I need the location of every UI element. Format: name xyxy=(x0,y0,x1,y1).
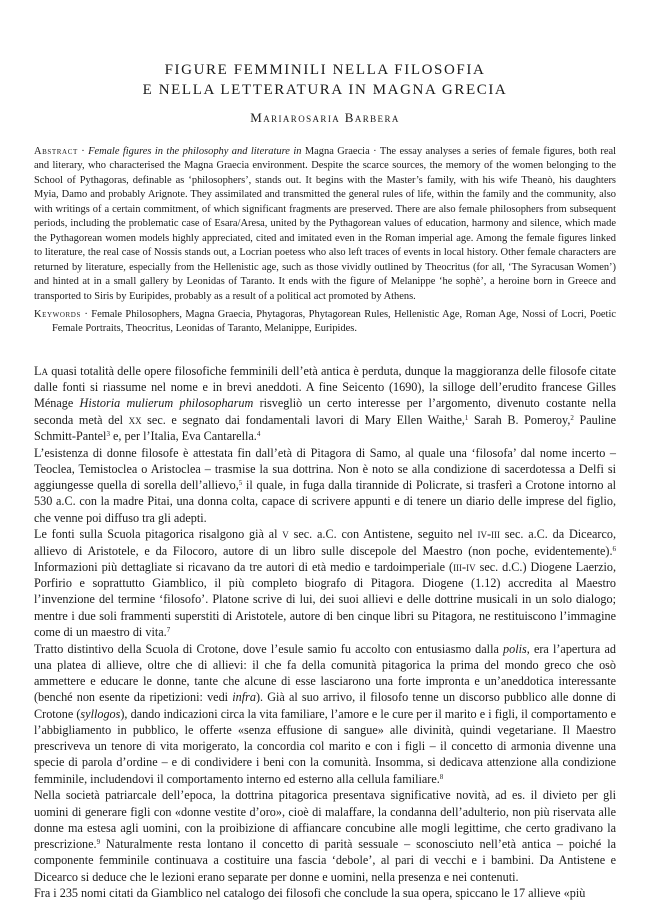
roman-numeral: v xyxy=(282,527,289,542)
article-title xyxy=(34,60,616,100)
text-run: risvegliò un certo interesse per l’argomento, divenuto costante nella seconda metà del xyxy=(34,396,616,427)
footnote-ref[interactable]: 7 xyxy=(166,625,171,634)
text-run: quasi totalità delle opere filosofiche femminili dell’età antica è perduta, dunque la maggioranza delle filosofe citate dalle fonti si riassume nel nome e in brevi aneddoti. A fine Seicento (1690), la silloge dell’erudito francese Gilles Ménage xyxy=(34,363,616,411)
keywords-text: · Female Philosophers, Magna Graecia, Phytagoras, Phytagorean Rules, Hellenistic Age, Roman Age, Nossi of Locri, Poetic Female Portraits, Theocritus, Leonidas of Taranto, Melanippe, Euripides. xyxy=(52,308,616,335)
title-line-1: FIGURE FEMMINILI NELLA FILOSOFIA xyxy=(164,62,486,78)
text-run: Sarah B. Pomeroy, xyxy=(468,412,571,427)
title-line-2: E NELLA LETTERATURA IN MAGNA GRECIA xyxy=(142,82,508,98)
italic-title: Historia mulierum philosopharum xyxy=(79,396,254,411)
abstract-sep: · xyxy=(77,146,89,157)
author-name: Mariarosaria Barbera xyxy=(250,110,400,125)
article-body xyxy=(34,363,616,902)
paragraph-3 xyxy=(34,526,616,640)
paragraph-5 xyxy=(34,787,616,885)
roman-numeral: xx xyxy=(128,412,142,427)
abstract-title-italic: Female figures in the philosophy and literature in xyxy=(88,146,302,157)
footnote-ref[interactable]: 6 xyxy=(612,544,616,553)
italic-term: infra xyxy=(232,690,256,705)
roman-numeral: iii-iv xyxy=(453,559,476,574)
abstract-title-rest: Magna Graecia xyxy=(301,146,370,157)
paragraph-6 xyxy=(34,885,616,901)
footnote-ref[interactable]: 1 xyxy=(464,413,469,422)
text-run: Tratto distintivo della Scuola di Crotone, dove l’esule samio fu accolto con entusiasmo dalla xyxy=(34,641,504,656)
text-run: L’esistenza di donne filosofe è attestata fin dall’età di Pitagora di Samo, al quale una ‘filosofa’ dal nome incerto – Teoclea, Temistoclea o Aristoclea – trasmise la sua dottrina. Non è noto se alla condizione di sacerdotessa a Delfi si aggiungesse quella di sorella dell’allievo, xyxy=(34,445,616,493)
abstract xyxy=(34,145,616,304)
abstract-text: · The essay analyses a series of female figures, both real and literary, who characterised the Magna Graecia environment. Despite the scarce sources, the memory of the women belonging to the School of Pythagoras, definable as ‘philosophers’, stands out. It begins with the Master’s family, with his wife Theanò, his daughters Myia, Damo and probably Arignote. They assimilated and transmitted the general rules of life, within the family and the community, also with writings of a certain commitment, of which significant fragments are preserved. There are also female philosophers from subsequent periods, including the problematic case of Esara/Aresa, united by the Pythagorean values of education, harmony and silence, which made the Pythagorean women models highly appreciated, cited and imitated even in the Roman imperial age. Among the female figures linked to literature, the real case of Nossis stands out, a Locrian poetess who also left traces of events in local history. Other female characters are returned by literature, especially from the Hellenistic age, such as those vividly outlined by Theocritus (for all, ‘The Syracusan Women’) and hinted at in a small gallery by Leonidas of Taranto. It ends with the figure of Melanippe ‘he sophè’, a heroine born in Greece and transported to Siris by Euripides, probably as a result of a political act promoted by Athens. xyxy=(34,146,616,302)
footnote-ref[interactable]: 9 xyxy=(96,838,101,847)
text-run: Le fonti sulla Scuola pitagorica risalgono già al xyxy=(34,527,283,542)
paragraph-4 xyxy=(34,641,616,787)
text-run: Informazioni più dettagliate si ricavano da tre autori di età medio e tardoimperiale ( xyxy=(34,559,454,574)
text-run: sec. d.C.) Diogene Laerzio, Porfirio e soprattutto Giamblico, il più completo biografo di Pitagora. Diogene (1.12) accredita al Maestro l’invenzione del termine ‘filosofo’. Platone scrive di lui, dei suoi allievi e delle dottrine musicali in un solo dialogo; mentre i due soli frammenti superstiti di Aristotele, autore di ben cinque libri su Pitagora, ne restituiscono l’immagine come di un maestro di vita. xyxy=(34,559,617,639)
roman-numeral: iv-iii xyxy=(477,527,500,542)
text-run: e, per l’Italia, Eva Cantarella. xyxy=(109,428,257,443)
dropcap: La xyxy=(34,363,48,378)
footnote-ref[interactable]: 5 xyxy=(238,479,243,488)
text-run: Naturalmente resta lontano il concetto di parità sessuale – sconosciuto nell’età antica – poiché la componente femminile continuava a costituire una fascia ‘debole’, al pari di vecchi e i bambini. Da Antistene e Dicearco si deduce che le lezioni erano separate per donne e uomini, nella presenza e nei contenuti. xyxy=(34,837,616,884)
keywords-label: Keywords xyxy=(34,308,81,320)
footnote-ref[interactable]: 3 xyxy=(106,429,110,438)
page xyxy=(34,0,616,902)
footnote-ref[interactable]: 2 xyxy=(570,413,574,422)
text-run: , era l’apertura ad una platea di allieve, oltre che di allievi: il che fa della comunità pitagorica la prima del mondo greco che osò ammettere e educare le donne, tante che alcune di esse lasciarono una forte impronta e un’aneddotica interessante (benché non esente da ripetizioni: vedi xyxy=(34,641,617,705)
text-run: ). Già al suo arrivo, il filosofo tenne un discorso pubblico alle donne di Crotone ( xyxy=(34,690,616,721)
abstract-label: Abstract xyxy=(34,146,78,157)
text-run: sec. a.C. da Dicearco, allievo di Aristotele, e da Filocoro, autore di un libro sulle discepole del Maestro (non poche, evidentemente). xyxy=(34,527,616,558)
footnote-ref[interactable]: 4 xyxy=(256,429,261,438)
paragraph-2 xyxy=(34,445,616,526)
footnote-ref[interactable]: 8 xyxy=(439,772,444,781)
text-run: Fra i 235 nomi citati da Giamblico nel catalogo dei filosofi che conclude la sua opera, spiccano le 17 allieve «più xyxy=(34,886,586,901)
text-run: sec. a.C. con Antistene, seguito nel xyxy=(288,527,478,542)
text-run: il quale, in fuga dalla tirannide di Policrate, si trasferì a Crotone intorno al 530 a.C. con la madre Pitai, una donna colta, capace di scrivere appunti e di tenere un diario delle imprese del figlio, che venne poi diffuso tra gli adepti. xyxy=(34,478,616,525)
italic-term: polis xyxy=(503,641,527,656)
text-run: ), dando indicazioni circa la vita familiare, l’amore e le cure per il marito e i figli, il comportamento e l’abbigliamento in pubblico, le offerte «senza effusione di sangue» alle divinità, quindi vegetariane. Il Maestro prescriveva un tenore di vita morigerato, la concordia col marito e con i figli – il concetto di armonia divenne una specie di parola d’ordine – e di condividere i beni con la comunità. Insomma, si dedicava attenzione alla condizione femminile, includendovi il comportamento interno ed esterno alla cellula familiare. xyxy=(34,706,616,786)
text-run: Nella società patriarcale dell’epoca, la dottrina pitagorica presentava significative novità, ad es. il divieto per gli uomini di generare figli con «donne vestite d’oro», cioè di malaffare, la condanna dell’adulterio, non più riservata alle donne ma estesa agli uomini, con la proibizione di affiancare concubine alle mogli legittime, che certo gradivano la prescrizione. xyxy=(34,788,616,852)
text-run: sec. e segnato dai fondamentali lavori di Mary Ellen Waithe, xyxy=(141,412,465,427)
paragraph-1 xyxy=(34,363,616,444)
text-run: Pauline Schmitt-Pantel xyxy=(34,412,617,443)
italic-term: syllogos xyxy=(80,706,121,721)
keywords xyxy=(34,308,616,337)
